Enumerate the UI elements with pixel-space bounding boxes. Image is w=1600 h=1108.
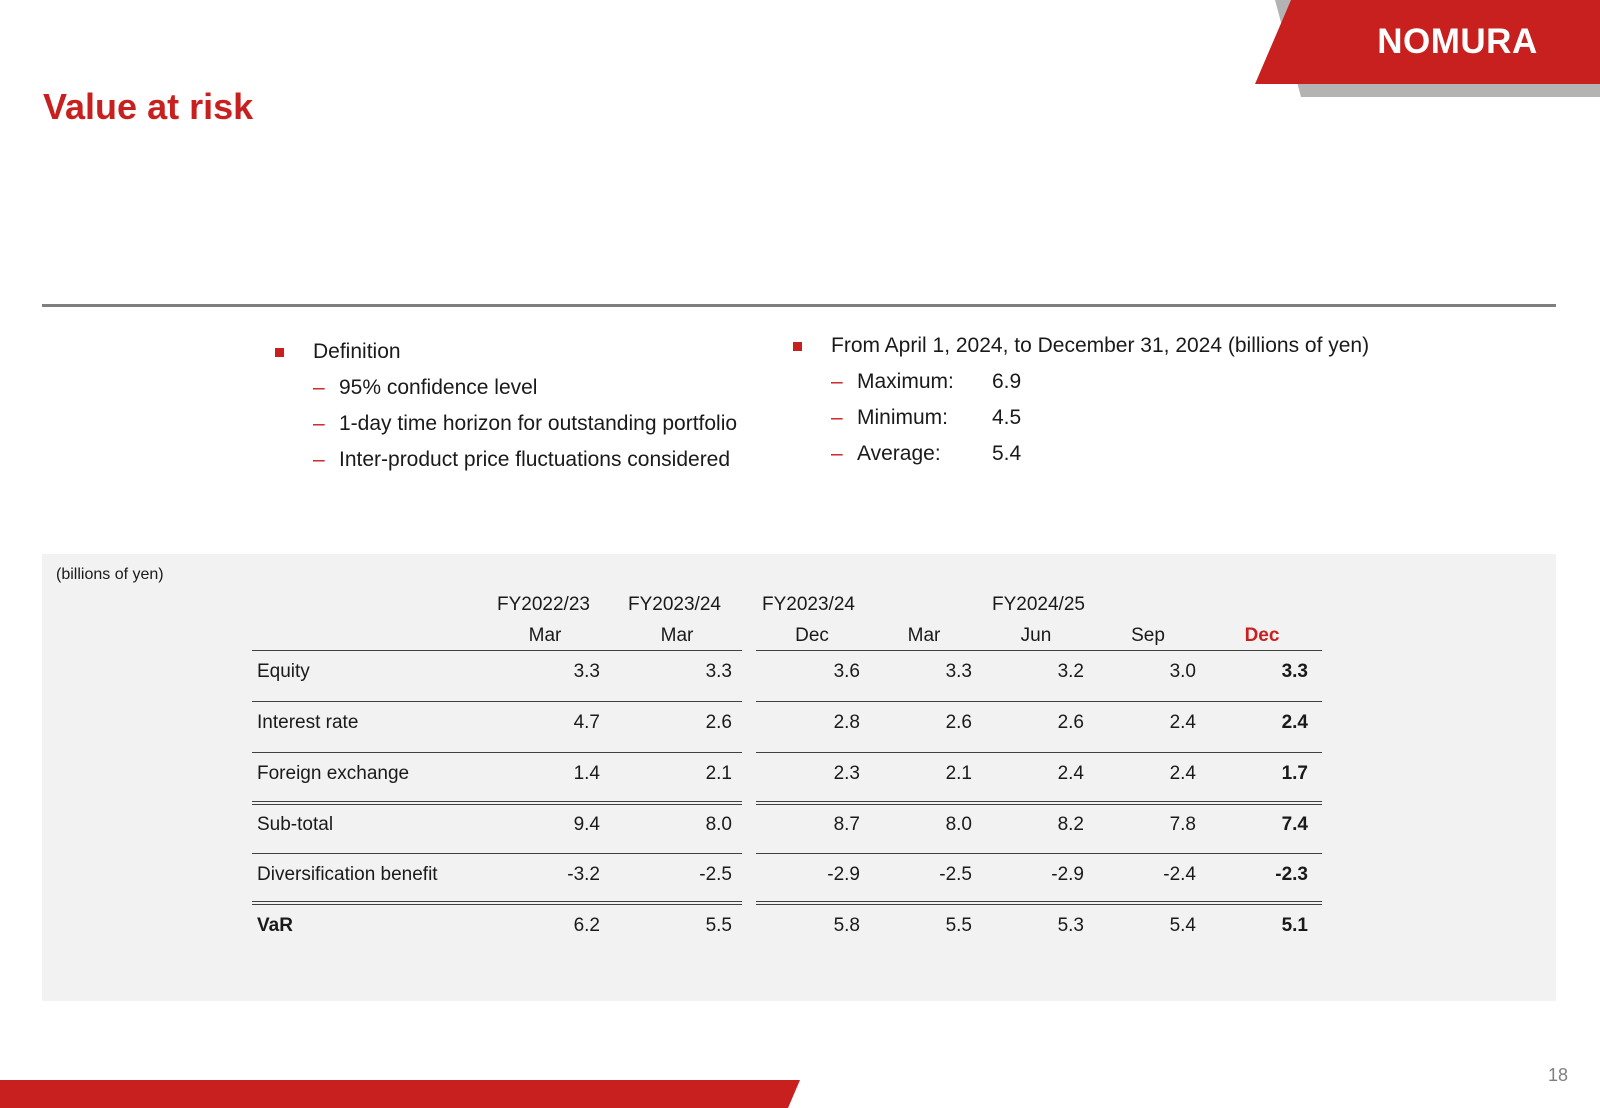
fiscal-year-header: FY2023/24 (628, 594, 721, 615)
table-cell: 2.4 (1057, 763, 1084, 784)
period-header: Mar (660, 625, 694, 646)
table-cell: 5.8 (833, 915, 860, 936)
row-divider (252, 853, 742, 854)
period-header: Jun (1020, 625, 1052, 646)
table-cell: 2.4 (1281, 712, 1308, 733)
table-cell: 3.3 (1281, 661, 1308, 682)
table-cell: 7.8 (1169, 814, 1196, 835)
period-header: Dec (1244, 625, 1280, 646)
row-divider (756, 701, 1322, 702)
summary-label: Minimum: (857, 406, 949, 429)
definition-item (313, 442, 737, 478)
dash-icon: – (831, 370, 843, 393)
table-cell: 5.5 (705, 915, 732, 936)
table-cell: 9.4 (573, 814, 600, 835)
summary-item-average (831, 436, 1369, 472)
table-cell: 5.5 (945, 915, 972, 936)
table-cell: -2.5 (939, 864, 972, 885)
row-divider (756, 853, 1322, 854)
summary-item-minimum (831, 400, 1369, 436)
period-header: Sep (1131, 625, 1165, 646)
table-cell: 8.0 (945, 814, 972, 835)
page-number: 18 (1547, 1065, 1568, 1085)
definition-section (313, 334, 737, 478)
bullet-square-icon (275, 348, 284, 357)
table-cell: 5.3 (1057, 915, 1084, 936)
row-label: Sub-total (257, 814, 334, 835)
table-cell: 8.2 (1057, 814, 1084, 835)
period-header: Dec (795, 625, 829, 646)
table-cell: 2.6 (945, 712, 972, 733)
summary-item-maximum (831, 364, 1369, 400)
table-cell: 2.3 (833, 763, 860, 784)
period-summary-section (831, 328, 1369, 472)
table-cell: -2.5 (699, 864, 732, 885)
table-cell: 3.2 (1057, 661, 1084, 682)
footer-accent-bar (0, 1080, 800, 1108)
period-header: Mar (528, 625, 562, 646)
table-cell: 3.3 (705, 661, 732, 682)
definition-item (313, 370, 737, 406)
dash-icon: – (313, 376, 325, 399)
table-cell: 2.4 (1169, 712, 1196, 733)
summary-value: 5.4 (992, 442, 1022, 465)
bullet-square-icon (793, 342, 802, 351)
table-cell: 3.3 (573, 661, 600, 682)
table-cell: 2.4 (1169, 763, 1196, 784)
definition-item-text: 1-day time horizon for outstanding portfolio (339, 412, 738, 435)
table-cell: 8.7 (833, 814, 860, 835)
logo-text: NOMURA (1377, 22, 1538, 61)
nomura-logo (1255, 0, 1600, 97)
period-summary-heading: From April 1, 2024, to December 31, 2024 (billions of yen) (831, 334, 1370, 357)
dash-icon: – (831, 442, 843, 465)
definition-item (313, 406, 737, 442)
table-cell: 5.4 (1169, 915, 1196, 936)
definition-item-text: 95% confidence level (339, 376, 538, 399)
page-title: Value at risk (43, 86, 254, 127)
table-cell: 3.0 (1169, 661, 1196, 682)
summary-value: 4.5 (992, 406, 1022, 429)
title-divider (42, 304, 1556, 307)
summary-label: Maximum: (857, 370, 954, 393)
row-divider (252, 701, 742, 702)
row-label: Diversification benefit (257, 864, 438, 885)
row-label: Foreign exchange (257, 763, 410, 784)
table-cell: 2.1 (705, 763, 732, 784)
table-cell: 4.7 (573, 712, 600, 733)
table-cell: -2.4 (1163, 864, 1196, 885)
table-cell: 6.2 (573, 915, 600, 936)
summary-label: Average: (857, 442, 941, 465)
table-cell: 2.6 (705, 712, 732, 733)
period-header: Mar (907, 625, 941, 646)
fiscal-year-header: FY2024/25 (992, 594, 1085, 615)
row-divider (756, 752, 1322, 753)
summary-value: 6.9 (992, 370, 1022, 393)
fiscal-year-header: FY2022/23 (497, 594, 590, 615)
table-cell: 3.3 (945, 661, 972, 682)
units-label: (billions of yen) (56, 566, 164, 583)
table-cell: -2.9 (1051, 864, 1084, 885)
row-divider (252, 901, 742, 905)
table-cell: 2.1 (945, 763, 972, 784)
row-divider (756, 801, 1322, 805)
row-label: Equity (257, 661, 310, 682)
table-cell: 8.0 (705, 814, 732, 835)
row-divider (252, 801, 742, 805)
table-cell: -3.2 (567, 864, 600, 885)
row-label: Interest rate (257, 712, 359, 733)
table-cell: 2.6 (1057, 712, 1084, 733)
row-divider (756, 650, 1322, 651)
dash-icon: – (831, 406, 843, 429)
row-divider (252, 650, 742, 651)
fiscal-year-header: FY2023/24 (762, 594, 855, 615)
row-divider (756, 901, 1322, 905)
definition-heading: Definition (313, 340, 401, 363)
table-cell: 7.4 (1281, 814, 1308, 835)
table-cell: 1.4 (573, 763, 600, 784)
row-label: VaR (257, 915, 293, 936)
table-cell: 2.8 (833, 712, 860, 733)
table-cell: 3.6 (833, 661, 860, 682)
row-divider (252, 752, 742, 753)
table-cell: -2.3 (1275, 864, 1308, 885)
dash-icon: – (313, 412, 325, 435)
table-cell: -2.9 (827, 864, 860, 885)
definition-item-text: Inter-product price fluctuations considered (339, 448, 731, 471)
dash-icon: – (313, 448, 325, 471)
table-cell: 1.7 (1281, 763, 1308, 784)
table-cell: 5.1 (1281, 915, 1308, 936)
var-table (252, 590, 1322, 962)
